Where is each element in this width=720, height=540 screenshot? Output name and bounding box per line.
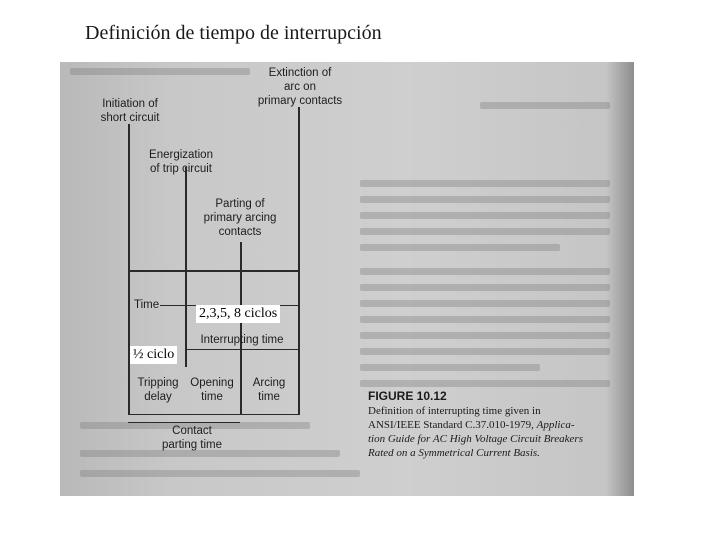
figure-caption-title: FIGURE 10.12	[368, 389, 447, 403]
caption-line-4	[368, 446, 618, 460]
figure-caption-body	[368, 404, 618, 460]
label-time: Time	[134, 299, 160, 311]
energization-line	[185, 167, 187, 367]
overlay-half-cycle: ½ ciclo	[130, 346, 177, 364]
label-extinction: Extinction of arc on primary contacts	[257, 67, 343, 107]
scanned-figure	[60, 62, 634, 496]
label-interrupting-time: Interrupting time	[200, 334, 284, 346]
label-initiation: Initiation of short circuit	[100, 98, 160, 124]
extinction-line	[298, 107, 300, 414]
interrupting-time-bracket	[185, 349, 298, 350]
caption-line-2	[368, 418, 618, 432]
bottom-bracket	[128, 414, 300, 415]
label-arcing-time: Arcing time	[252, 377, 286, 403]
slide-title: Definición de tiempo de interrupción	[85, 22, 382, 44]
caption-line-2-text: ANSI/IEEE Standard C.37.010-1979,	[368, 419, 537, 431]
label-tripping-delay: Tripping delay	[137, 377, 179, 403]
contact-parting-bracket	[128, 422, 240, 423]
label-contact-parting-time: Contact parting time	[161, 425, 223, 451]
initiation-line	[128, 124, 130, 414]
caption-line-2-italic: Applica-	[536, 419, 575, 431]
caption-line-3-italic: tion Guide for AC High Voltage Circuit Breakers	[368, 433, 583, 445]
time-axis	[128, 270, 300, 272]
caption-line-4-italic: Rated on a Symmetrical Current Basis.	[368, 447, 540, 459]
label-opening-time: Opening time	[190, 377, 234, 403]
caption-line-1: Definition of interrupting time given in	[368, 405, 541, 417]
overlay-cycles-range: 2,3,5, 8 ciclos	[196, 305, 280, 323]
caption-line-3	[368, 432, 618, 446]
label-energization: Energization of trip circuit	[149, 149, 213, 175]
label-parting: Parting of primary arcing contacts	[203, 198, 277, 238]
